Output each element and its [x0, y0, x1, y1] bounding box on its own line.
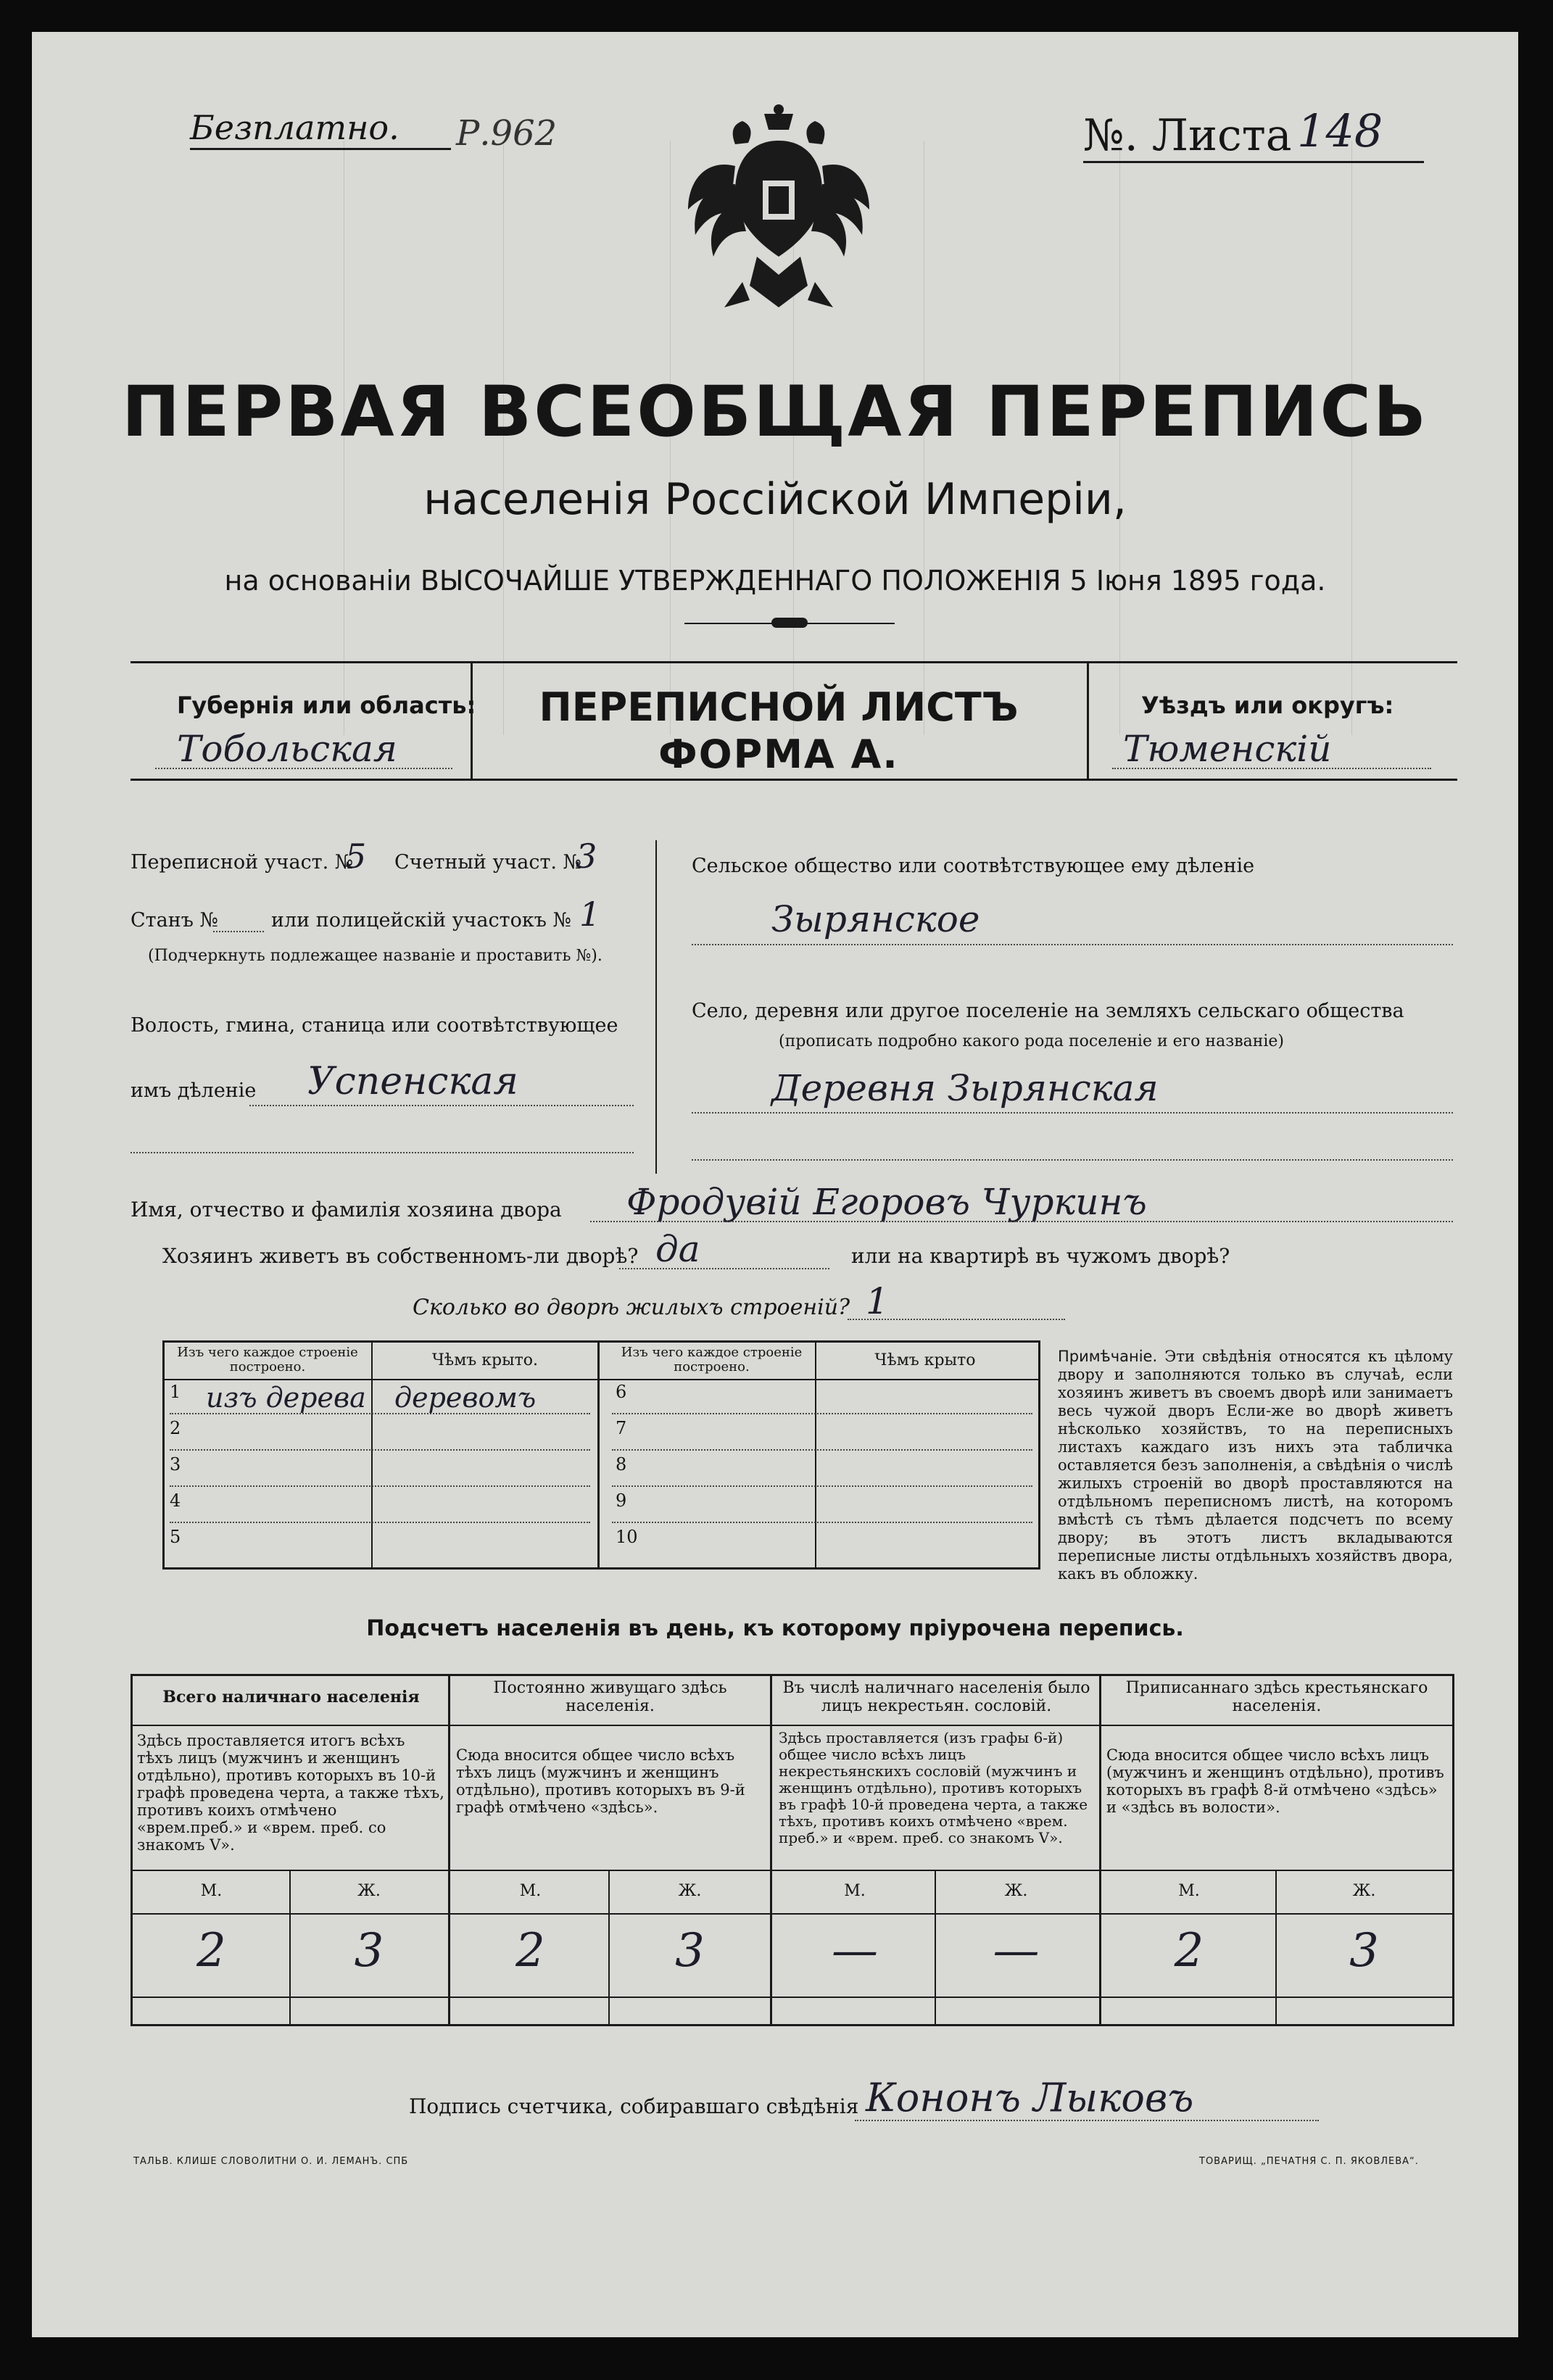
own-yard-line — [619, 1268, 829, 1269]
sheet-number-underline — [1083, 161, 1424, 163]
stan-line — [213, 931, 264, 932]
pop-m-label: М. — [844, 1882, 866, 1900]
pop-f-label: Ж. — [1352, 1882, 1376, 1900]
stan-label: Станъ № — [131, 909, 218, 932]
pop-f-value: 3 — [354, 1924, 384, 1978]
row-number: 5 — [170, 1527, 181, 1547]
footer-right: ТОВАРИЩ. „ПЕЧАТНЯ С. П. ЯКОВЛЕВА“. — [1199, 2156, 1419, 2167]
buildings-col-roof: Чѣмъ крыто. — [431, 1351, 539, 1369]
imperial-eagle-icon — [684, 101, 873, 326]
main-title: ПЕРВАЯ ВСЕОБЩАЯ ПЕРЕПИСЬ — [121, 371, 1429, 452]
district-value: Тюменскій — [1123, 728, 1332, 770]
pop-mf-divider — [1275, 1870, 1277, 2026]
archive-ref: Р.962 — [456, 113, 558, 154]
pop-m-label: М. — [1178, 1882, 1200, 1900]
buildings-col-material: Изъ чего каждое строеніе построено. — [177, 1345, 358, 1374]
free-underline — [190, 148, 451, 150]
buildings-value: 1 — [866, 1280, 889, 1322]
village-line — [692, 1112, 1453, 1114]
count-section-label: Счетный участ. № — [394, 851, 582, 874]
buildings-col-divider — [371, 1340, 373, 1570]
row-line — [170, 1485, 590, 1487]
pop-group-divider — [1099, 1674, 1101, 2026]
census-section-value: 5 — [345, 837, 367, 876]
pop-rule — [131, 1997, 1454, 1998]
pop-group-title: Приписаннаго здѣсь крестьянскаго населенія. — [1125, 1679, 1428, 1715]
village-note: (прописать подробно какого рода поселеніе и его названіе) — [779, 1032, 1284, 1050]
police-value: 1 — [579, 895, 601, 934]
pop-group-title: Постоянно живущаго здѣсь населенія. — [493, 1679, 727, 1715]
volost-label-2: имъ дѣленіе — [131, 1079, 257, 1102]
rent-label: или на квартирѣ въ чужомъ дворѣ? — [851, 1244, 1230, 1268]
pop-f-value: — — [993, 1924, 1040, 1978]
footer-left: ТАЛЬВ. КЛИШЕ СЛОВОЛИТНИ О. И. ЛЕМАНЪ. СПБ — [133, 2156, 409, 2167]
district-label: Уѣздъ или округъ: — [1141, 692, 1394, 719]
volost-value: Успенская — [307, 1060, 518, 1103]
pop-f-label: Ж. — [1004, 1882, 1028, 1900]
village-value: Деревня Зырянская — [771, 1067, 1159, 1109]
row-number: 3 — [170, 1454, 181, 1475]
census-section-label: Переписной участ. № — [131, 851, 354, 874]
society-line — [692, 944, 1453, 945]
row-line — [612, 1522, 1032, 1523]
pop-group-divider — [448, 1674, 450, 2026]
pop-f-label: Ж. — [678, 1882, 702, 1900]
buildings-table — [162, 1340, 1040, 1570]
pop-mf-divider — [935, 1870, 936, 2026]
pop-rule — [131, 1725, 1454, 1726]
volost-label-1: Волость, гмина, станица или соотвѣтствующее — [131, 1014, 618, 1037]
sub-title: населенія Россійской Имперіи, — [423, 474, 1127, 525]
pop-group-desc: Сюда вносится общее число всѣхъ тѣхъ лицъ (мужчинъ и женщинъ отдѣльно), противъ которыхъ въ 9-й графѣ отмѣчено «здѣсь». — [456, 1746, 745, 1816]
pop-group-desc: Здѣсь проставляется (изъ графы 6-й) общее число всѣхъ лицъ некрестьянскихъ сословій (мужчинъ и женщинъ отдѣльно), противъ которыхъ въ графѣ 10-й проведена черта, а также тѣхъ, противъ коихъ отмѣчено «врем. преб.» и «врем. преб. со знакомъ V». — [779, 1729, 1088, 1846]
pop-f-label: Ж. — [357, 1882, 381, 1900]
pop-m-label: М. — [200, 1882, 223, 1900]
remark-title: Примѣчаніе. — [1058, 1348, 1158, 1365]
owner-name-line — [590, 1221, 1453, 1222]
row-number: 7 — [616, 1418, 627, 1438]
pop-group-title: Всего наличнаго населенія — [162, 1688, 420, 1707]
pop-m-label: М. — [519, 1882, 542, 1900]
population-heading: Подсчетъ населенія въ день, къ которому пріурочена перепись. — [366, 1616, 1184, 1641]
banner-top-rule — [131, 661, 1457, 663]
fields-divider — [655, 840, 657, 1174]
pop-f-value: 3 — [1349, 1924, 1379, 1978]
pop-group-divider — [770, 1674, 772, 2026]
province-value: Тобольская — [177, 728, 397, 770]
form-subtitle: ФОРМА А. — [658, 731, 899, 777]
count-section-value: 3 — [576, 837, 597, 876]
sheet-number-label: №. Листа — [1083, 110, 1292, 161]
buildings-col-divider — [815, 1340, 816, 1570]
pop-f-value: 3 — [675, 1924, 705, 1978]
volost-line-2 — [131, 1152, 634, 1153]
village-line-2 — [692, 1159, 1453, 1161]
pop-mf-divider — [608, 1870, 610, 2026]
pop-rule — [131, 1913, 1454, 1915]
row-line — [170, 1449, 590, 1451]
row-material: изъ дерева — [206, 1382, 366, 1414]
row-number: 8 — [616, 1454, 627, 1475]
district-line — [1112, 768, 1431, 769]
free-label: Безплатно. — [190, 108, 399, 147]
row-line — [170, 1522, 590, 1523]
buildings-col-roof-right: Чѣмъ крыто — [874, 1351, 976, 1369]
underline-note: (Подчеркнуть подлежащее названіе и проставить №). — [148, 947, 602, 965]
row-line — [612, 1449, 1032, 1451]
province-line — [155, 768, 452, 769]
society-value: Зырянское — [771, 898, 980, 940]
pop-group-desc: Сюда вносится общее число всѣхъ лицъ (мужчинъ и женщинъ отдѣльно), противъ которыхъ въ графѣ 8-й отмѣчено «здѣсь» и «здѣсь въ волости». — [1106, 1746, 1444, 1816]
signature-value: Кононъ Лыковъ — [866, 2075, 1194, 2120]
row-number: 9 — [616, 1490, 627, 1511]
ornament-divider — [684, 621, 895, 626]
row-roof: деревомъ — [394, 1382, 537, 1414]
pop-m-value: 2 — [196, 1924, 226, 1978]
pop-m-value: 2 — [1174, 1924, 1204, 1978]
pop-mf-divider — [289, 1870, 291, 2026]
pop-group-title: Въ числѣ наличнаго населенія было лицъ некрестьян. сословій. — [782, 1679, 1090, 1715]
own-yard-label: Хозяинъ живетъ въ собственномъ-ли дворѣ? — [162, 1244, 639, 1268]
form-title: ПЕРЕПИСНОЙ ЛИСТЪ — [539, 684, 1019, 730]
row-number: 1 — [170, 1382, 181, 1402]
banner-bottom-rule — [131, 779, 1457, 781]
row-line — [612, 1413, 1032, 1414]
row-number: 4 — [170, 1490, 181, 1511]
buildings-label: Сколько во дворѣ жилыхъ строеній? — [413, 1295, 850, 1320]
pop-rule — [131, 1870, 1454, 1871]
pop-m-value: — — [832, 1924, 878, 1978]
buildings-table-middle — [597, 1340, 600, 1570]
banner-divider — [1087, 661, 1089, 781]
signature-label: Подпись счетчика, собиравшаго свѣдѣнія — [409, 2094, 859, 2118]
row-line — [612, 1485, 1032, 1487]
row-number: 6 — [616, 1382, 627, 1402]
remark — [1058, 1348, 1453, 1583]
buildings-line — [848, 1319, 1065, 1320]
society-label: Сельское общество или соотвѣтствующее ему дѣленіе — [692, 855, 1255, 877]
pop-group-desc: Здѣсь проставляется итогъ всѣхъ тѣхъ лицъ (мужчинъ и женщинъ отдѣльно), противъ которыхъ въ 10-й графѣ проведена черта, а также тѣхъ, противъ коихъ отмѣчено «врем.преб.» и «врем. преб. со знакомъ V». — [137, 1732, 444, 1854]
row-number: 2 — [170, 1418, 181, 1438]
buildings-header-rule — [162, 1379, 1040, 1380]
basis-line: на основаніи ВЫСОЧАЙШЕ УТВЕРЖДЕННАГО ПОЛОЖЕНІЯ 5 Іюня 1895 года. — [224, 565, 1326, 597]
row-number: 10 — [616, 1527, 638, 1547]
volost-line — [249, 1105, 634, 1106]
row-line — [170, 1413, 590, 1414]
sheet-number-value: 148 — [1297, 104, 1383, 157]
owner-name-label: Имя, отчество и фамилія хозяина двора — [131, 1198, 562, 1222]
owner-name-value: Фродувій Егоровъ Чуркинъ — [626, 1181, 1147, 1223]
police-label: или полицейскій участокъ № — [271, 909, 572, 932]
signature-line — [855, 2120, 1319, 2121]
province-label: Губернія или область: — [177, 692, 476, 719]
village-label: Село, деревня или другое поселеніе на земляхъ сельскаго общества — [692, 1000, 1404, 1022]
pop-m-value: 2 — [515, 1924, 545, 1978]
buildings-col-material-right: Изъ чего каждое строеніе построено. — [621, 1345, 803, 1374]
remark-text: Эти свѣдѣнія относятся къ цѣлому двору и заполняются только въ случаѣ, если хозяинъ живетъ въ своемъ дворѣ или занимаетъ весь чужой дворъ Если-же во дворѣ живетъ нѣсколько хозяйствъ, то на переписныхъ листахъ каждаго изъ нихъ эта табличка оставляется безъ заполненія, а свѣдѣнія о числѣ жилыхъ строеній во дворѣ проставляются на отдѣльномъ переписномъ листѣ, на которомъ вмѣстѣ съ тѣмъ дѣлается подсчетъ по всему двору; въ этотъ листъ вкладываются переписные листы отдѣльныхъ хозяйствъ двора, какъ въ обложку. — [1058, 1348, 1453, 1583]
own-yard-value: да — [655, 1228, 700, 1270]
census-sheet — [32, 32, 1518, 2337]
